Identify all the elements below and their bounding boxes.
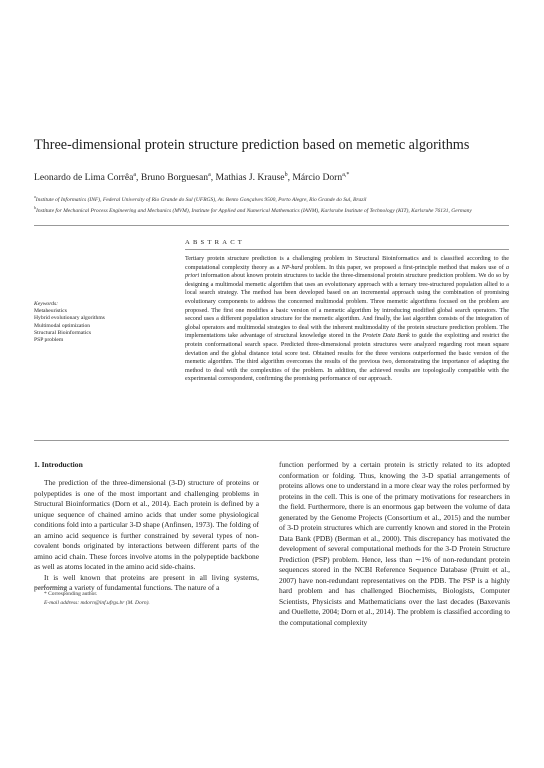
- keywords-heading: Keywords:: [34, 301, 59, 307]
- abstract-heading: ABSTRACT: [185, 239, 246, 246]
- keywords-block: [34, 301, 174, 344]
- footnote-rule: [34, 587, 66, 588]
- footnote-corresponding: * Corresponding author.: [44, 591, 98, 597]
- paragraph: The prediction of the three-dimensional (3-D) structure of proteins or polypeptides is one of the most important and challenging problems in Structural Bioinformatics (Dorn et al., 2014). Each protein is defined by a unique sequence of chained amino acids that under some physiological conditions fold into a particular 3-D shape (Anfinsen, 1973). The folding of an amino acid sequence is further constrained by several types of non-covalent bonds originated by interactions between different parts of the amino acid chain. These forces involve atoms in the polypeptide backbone as well as atoms located in the amino acid side-chains.: [34, 478, 259, 571]
- column-left: [34, 460, 259, 594]
- keyword-item: Multimodal optimization: [34, 322, 91, 329]
- paragraph: It is well known that proteins are present in all living systems, performing a variety of fundamental functions. The nature of a: [34, 572, 259, 592]
- keyword-item: Metaheuristics: [34, 308, 67, 315]
- keyword-item: PSP problem: [34, 337, 64, 344]
- abstract-body: Tertiary protein structure prediction is a challenging problem in Structural Bioinformatics and is classified according to the computational complexity theory as a NP-hard problem. In this paper, we proposed a first-principle method that makes use of a priori information about known protein structures to tackle the three-dimensional protein structure prediction problem. We do so by designing a multimodal memetic algorithm that uses an evolutionary approach with a ternary tree-structured population allied to a local search strategy. The method has been developed based on an incremental approach using the combination of promising evolutionary components to address the concerned multimodal problem. Three memetic algorithms focused on the problem are proposed. The first one modifies a basic version of a memetic algorithm by introducing modified global search operators. The second uses a different population structure for the memetic algorithm. And finally, the last algorithm consists of the integration of global operators and multimodal strategies to deal with the inherent multimodality of the protein structure prediction problem. The implementations take advantage of structural knowledge stored in the Protein Data Bank to guide the exploiting and restrict the protein conformational search space. Predicted three-dimensional protein structures were analyzed regarding root mean square deviation and the global distance total score test. Obtained results for the three versions outperformed the basic version of the memetic algorithm. The third algorithm overcomes the results of the previous two, demonstrating the importance of adapting the method to deal with the complexities of the problem. In addition, the achieved results are topologically compatible with the experimental correspondent, confirming the promising performance of our approach.: [185, 256, 509, 383]
- footnote: [34, 590, 259, 607]
- section-heading: 1. Introduction: [34, 460, 83, 469]
- keyword-item: Structural Bioinformatics: [34, 329, 92, 336]
- keyword-item: Hybrid evolutionary algorithms: [34, 315, 105, 322]
- paper-title: Three-dimensional protein structure prediction based on memetic algorithms: [34, 137, 470, 153]
- affiliation-a: $^a$Institute of Informatics (INF), Federal University of Rio Grande do Sul (UFRGS), Av. Bento Gonçalves 9500, Porto Alegre, Rio Grande do Sul, Brazil: [34, 194, 367, 203]
- divider-top: [34, 225, 509, 226]
- affiliations: [34, 193, 514, 215]
- affiliation-b: $^b$Institute for Mechanical Process Engineering and Mechanics (MVM), Institute for Applied and Numerical Mathematics (IANM), Karlsruhe Institute of Technology (KIT), Karlsruhe 76131, Germany: [34, 205, 472, 214]
- divider-abstract: [185, 249, 509, 250]
- column-right: [279, 460, 510, 628]
- footnote-email: E-mail address: mdorn@inf.ufrgs.br (M. Dorn).: [44, 599, 150, 606]
- author-list: Leonardo de Lima Corrêa$^a$, Bruno Borguesan$^a$, Mathias J. Krause$^b$, Márcio Dorn$^{a,*}$: [34, 172, 350, 184]
- paragraph: function performed by a certain protein is strictly related to its adopted conformation or folding. Thus, knowing the 3-D spatial arrangements of proteins allows one to understand in a more clear way the roles performed by proteins in the cell. This is one of the primary motivations for researchers in the field. Furthermore, there is an enormous gap between the volume of data generated by the Genome Projects (Consortium et al., 2015) and the number of 3-D protein structures which are currently known and stored in the Protein Data Bank (PDB) (Berman et al., 2000). This discrepancy has motivated the development of several computational methods for the 3-D Protein Structure Prediction (PSP) problem. Hence, less than ∼1% of non-redundant protein sequences stored in the NCBI Reference Sequence Database (Pruitt et al., 2007) have non-redundant representatives on the PDB. The PSP is a highly hard problem and has challenged Biochemists, Biologists, Computer Scientists, Physicists and Mathematicians over the last decades (Baxevanis and Ouellette, 2004; Dorn et al., 2014). The problem is classified according to the computational complexity: [279, 460, 510, 627]
- divider-bottom: [34, 440, 509, 441]
